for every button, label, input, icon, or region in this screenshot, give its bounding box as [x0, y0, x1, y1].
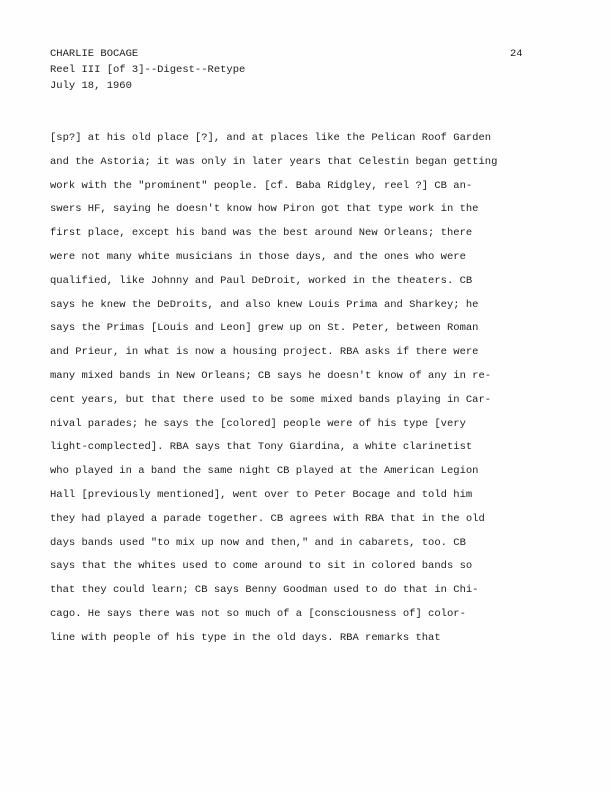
body-line: who played in a band the same night CB played at the American Legion [50, 465, 479, 478]
body-line: first place, except his band was the best around New Orleans; there [50, 227, 473, 240]
body-line: says the Primas [Louis and Leon] grew up on St. Peter, between Roman [50, 322, 479, 335]
reel-info: Reel III [of 3]--Digest--Retype [50, 64, 246, 76]
body-line: work with the "prominent" people. [cf. Baba Ridgley, reel ?] CB an- [50, 179, 473, 192]
body-line: and the Astoria; it was only in later years that Celestin began getting [50, 155, 498, 168]
document-header [50, 46, 245, 94]
body-line: swers HF, saying he doesn't know how Piron got that type work in the [50, 203, 479, 216]
interviewee-name: CHARLIE BOCAGE [50, 48, 139, 60]
page-number: 24 [510, 48, 523, 60]
body-line: they had played a parade together. CB agrees with RBA that in the old [50, 512, 485, 525]
body-line: were not many white musicians in those days, and the ones who were [50, 250, 466, 263]
body-line: that they could learn; CB says Benny Goodman used to do that in Chi- [50, 584, 479, 597]
body-line: light-complected]. RBA says that Tony Giardina, a white clarinetist [50, 441, 473, 454]
body-line: says he knew the DeDroits, and also knew Louis Prima and Sharkey; he [50, 298, 479, 311]
body-line: cent years, but that there used to be some mixed bands playing in Car- [50, 393, 492, 406]
body-line: line with people of his type in the old days. RBA remarks that [50, 631, 441, 644]
body-line: and Prieur, in what is now a housing project. RBA asks if there were [50, 346, 479, 359]
body-line: qualified, like Johnny and Paul DeDroit, worked in the theaters. CB [50, 274, 473, 287]
body-line: says that the whites used to come around to sit in colored bands so [50, 560, 473, 573]
transcript-body [50, 127, 570, 651]
body-line: days bands used "to mix up now and then," and in cabarets, too. CB [50, 536, 466, 549]
body-line: Hall [previously mentioned], went over to Peter Bocage and told him [50, 488, 473, 501]
body-line: cago. He says there was not so much of a [consciousness of] color- [50, 607, 466, 620]
interview-date: July 18, 1960 [50, 80, 132, 92]
body-line: [sp?] at his old place [?], and at places like the Pelican Roof Garden [50, 132, 492, 144]
body-line: many mixed bands in New Orleans; CB says he doesn't know of any in re- [50, 369, 492, 382]
body-line: nival parades; he says the [colored] people were of his type [very [50, 417, 466, 430]
